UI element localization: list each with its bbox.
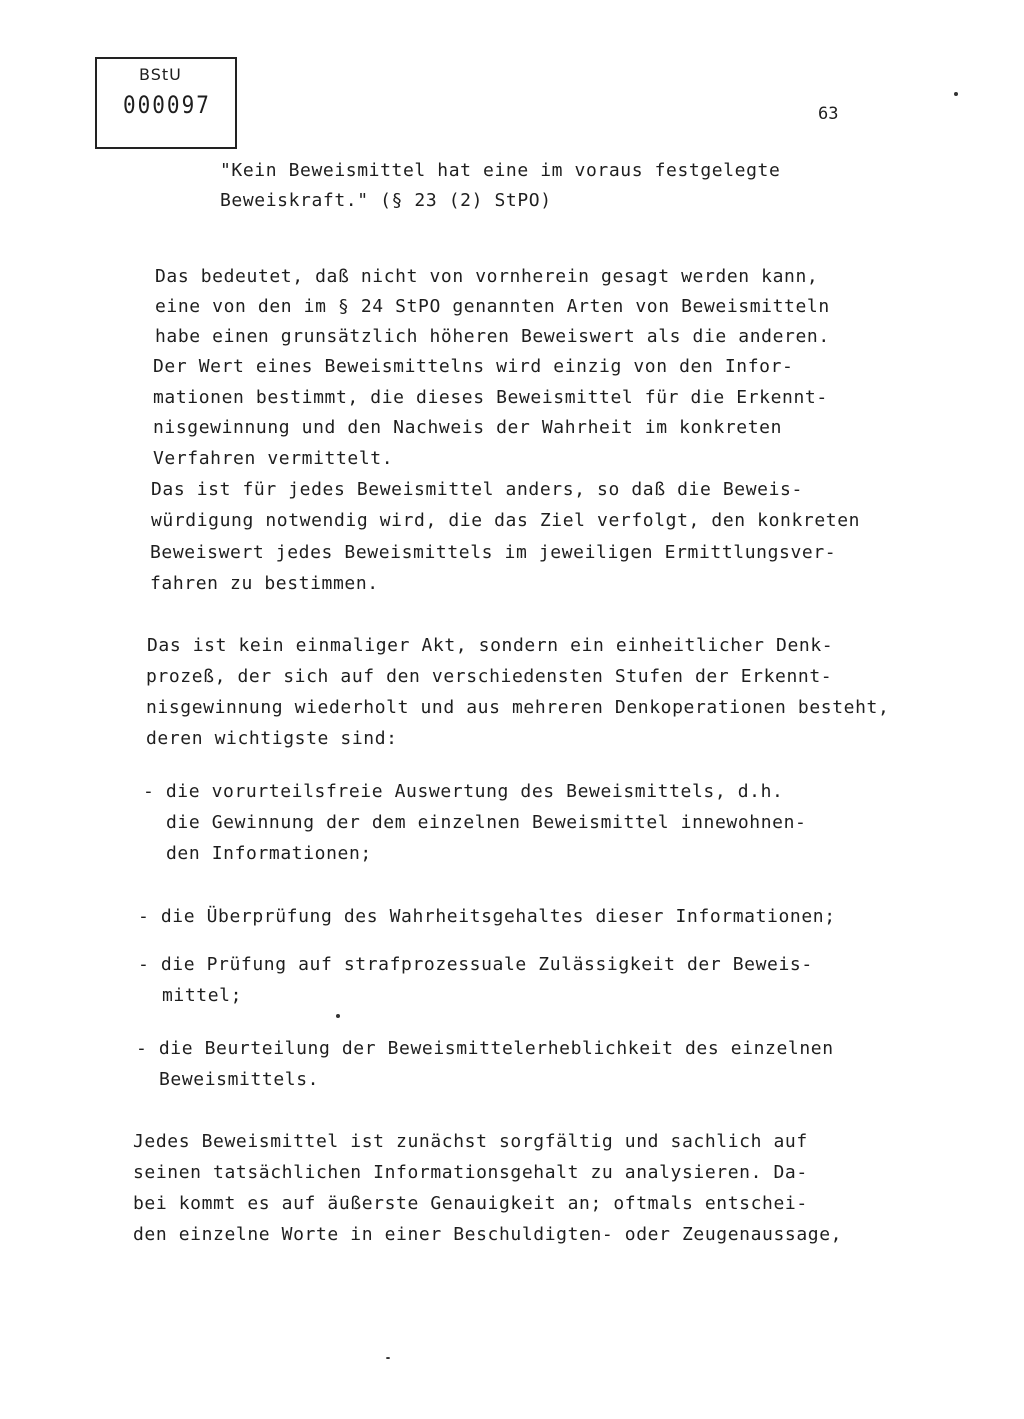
- paragraph-line: prozeß, der sich auf den verschiedensten Stufen der Erkennt-: [146, 666, 833, 687]
- paragraph-line: bei kommt es auf äußerste Genauigkeit an; oftmals entschei-: [133, 1193, 808, 1214]
- paragraph-line: würdigung notwendig wird, die das Ziel verfolgt, den konkreten: [151, 510, 861, 531]
- archive-stamp: [95, 57, 237, 149]
- paragraph-line: den einzelne Worte in einer Beschuldigten- oder Zeugenaussage,: [133, 1224, 843, 1245]
- list-item-line: den Informationen;: [166, 843, 372, 864]
- speck-mark: [386, 1357, 390, 1359]
- list-item-line: - die Überprüfung des Wahrheitsgehaltes dieser Informationen;: [138, 906, 836, 927]
- paragraph-line: mationen bestimmt, die dieses Beweismittel für die Erkennt-: [153, 387, 828, 408]
- list-item-line: Beweismittels.: [159, 1069, 320, 1090]
- speck-mark: [954, 92, 958, 96]
- paragraph-line: Beweiswert jedes Beweismittels im jeweiligen Ermittlungsver-: [150, 542, 837, 563]
- paragraph-line: nisgewinnung und den Nachweis der Wahrheit im konkreten: [153, 417, 783, 438]
- paragraph-line: nisgewinnung wiederholt und aus mehreren Denkoperationen besteht,: [146, 697, 890, 718]
- paragraph-line: deren wichtigste sind:: [146, 728, 398, 749]
- paragraph-line: fahren zu bestimmen.: [150, 573, 379, 594]
- stamp-org: BStU: [139, 65, 182, 84]
- paragraph-line: Verfahren vermittelt.: [153, 448, 394, 469]
- quote-line: Beweiskraft." (§ 23 (2) StPO): [220, 190, 552, 211]
- speck-mark: [336, 1014, 340, 1018]
- paragraph-line: Das ist für jedes Beweismittel anders, so daß die Beweis-: [151, 479, 803, 500]
- paragraph-line: seinen tatsächlichen Informationsgehalt zu analysieren. Da-: [133, 1162, 808, 1183]
- list-item-line: - die Prüfung auf strafprozessuale Zulässigkeit der Beweis-: [138, 954, 813, 975]
- paragraph-line: Jedes Beweismittel ist zunächst sorgfältig und sachlich auf: [133, 1131, 808, 1152]
- quote-line: "Kein Beweismittel hat eine im voraus festgelegte: [220, 160, 781, 181]
- page-number: 63: [818, 104, 839, 124]
- list-item-line: - die Beurteilung der Beweismittelerheblichkeit des einzelnen: [136, 1038, 834, 1059]
- list-item-line: - die vorurteilsfreie Auswertung des Beweismittels, d.h.: [143, 781, 784, 802]
- paragraph-line: Das bedeutet, daß nicht von vornherein gesagt werden kann,: [155, 266, 819, 287]
- stamp-number: 000097: [123, 91, 211, 119]
- paragraph-line: Das ist kein einmaliger Akt, sondern ein einheitlicher Denk-: [147, 635, 834, 656]
- list-item-line: die Gewinnung der dem einzelnen Beweismittel innewohnen-: [166, 812, 807, 833]
- paragraph-line: habe einen grunsätzlich höheren Beweiswert als die anderen.: [155, 326, 830, 347]
- paragraph-line: eine von den im § 24 StPO genannten Arten von Beweismitteln: [155, 296, 830, 317]
- paragraph-line: Der Wert eines Beweismittelns wird einzig von den Infor-: [153, 356, 794, 377]
- list-item-line: mittel;: [162, 985, 243, 1006]
